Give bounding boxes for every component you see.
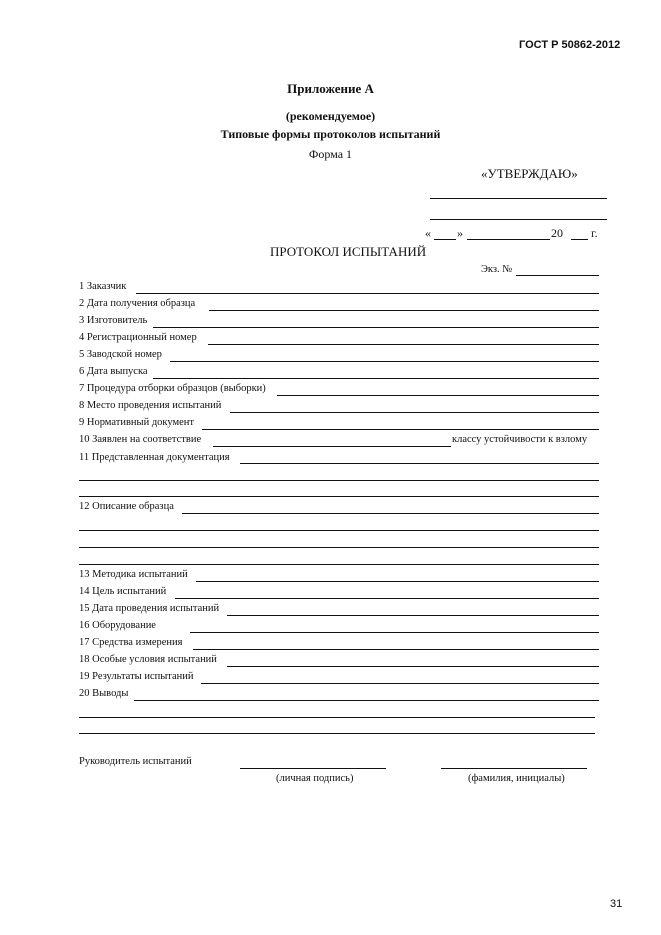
field-results-label: 19 Результаты испытаний: [79, 671, 194, 682]
field-documentation-line-3[interactable]: [79, 496, 599, 497]
field-documentation-label: 11 Представленная документация: [79, 452, 230, 463]
field-sample-received-label: 2 Дата получения образца: [79, 298, 196, 309]
field-special-conditions-label: 18 Особые условия испытаний: [79, 654, 217, 665]
field-conclusions-line[interactable]: [134, 700, 599, 701]
date-month-line[interactable]: [467, 239, 550, 240]
field-equipment-label: 16 Оборудование: [79, 620, 156, 631]
copy-number-line[interactable]: [516, 275, 599, 276]
field-release-date-line[interactable]: [153, 378, 599, 379]
field-instruments-line[interactable]: [193, 649, 599, 650]
field-purpose-line[interactable]: [175, 598, 599, 599]
field-special-conditions-line[interactable]: [227, 666, 599, 667]
field-description-line-3[interactable]: [79, 547, 599, 548]
date-year-suffix: г.: [591, 226, 598, 240]
field-normative-doc-line[interactable]: [202, 429, 599, 430]
date-close-quote: »: [457, 226, 463, 240]
field-sample-received-line[interactable]: [209, 310, 599, 311]
field-description-label: 12 Описание образца: [79, 501, 174, 512]
field-description-line-2[interactable]: [79, 530, 599, 531]
field-manufacturer-line[interactable]: [153, 327, 599, 328]
field-conclusions-label: 20 Выводы: [79, 688, 129, 699]
field-normative-doc-label: 9 Нормативный документ: [79, 417, 195, 428]
protocol-title: ПРОТОКОЛ ИСПЫТАНИЙ: [270, 244, 427, 259]
field-customer-label: 1 Заказчик: [79, 281, 127, 292]
date-open-quote: «: [425, 226, 431, 240]
field-customer-line[interactable]: [136, 293, 599, 294]
field-declared-line[interactable]: [213, 446, 451, 447]
field-declared-label: 10 Заявлен на соответствие: [79, 434, 202, 445]
field-purpose-label: 14 Цель испытаний: [79, 586, 167, 597]
appendix-title: Приложение А: [287, 81, 374, 96]
field-serial-label: 5 Заводской номер: [79, 349, 162, 360]
field-equipment-line[interactable]: [190, 632, 599, 633]
name-initials-caption: (фамилия, инициалы): [468, 773, 565, 784]
copy-number-label: Экз. №: [481, 264, 513, 275]
field-instruments-label: 17 Средства измерения: [79, 637, 183, 648]
date-day-line[interactable]: [434, 239, 456, 240]
form-number: Форма 1: [308, 147, 353, 161]
field-test-place-label: 8 Место проведения испытаний: [79, 400, 222, 411]
date-year-line[interactable]: [571, 239, 588, 240]
field-registration-label: 4 Регистрационный номер: [79, 332, 197, 343]
field-results-line[interactable]: [201, 683, 599, 684]
appendix-subtitle: Типовые формы протоколов испытаний: [220, 127, 441, 141]
field-method-line[interactable]: [196, 581, 599, 582]
test-head-label: Руководитель испытаний: [79, 756, 192, 767]
field-conclusions-line-2[interactable]: [79, 717, 595, 718]
standard-code: ГОСТ Р 50862-2012: [519, 39, 621, 51]
field-sampling-line[interactable]: [277, 395, 599, 396]
approval-line-position[interactable]: [430, 198, 607, 199]
field-registration-line[interactable]: [208, 344, 599, 345]
field-test-date-label: 15 Дата проведения испытаний: [79, 603, 220, 614]
field-conclusions-line-3[interactable]: [79, 733, 595, 734]
field-test-date-line[interactable]: [227, 615, 599, 616]
field-method-label: 13 Методика испытаний: [79, 569, 188, 580]
appendix-status: (рекомендуемое): [285, 109, 376, 123]
signature-line[interactable]: [240, 768, 386, 769]
date-year-prefix: 20: [551, 226, 563, 240]
signature-caption: (личная подпись): [276, 773, 354, 784]
field-description-line[interactable]: [182, 513, 599, 514]
field-declared-suffix: классу устойчивости к взлому: [452, 434, 588, 445]
approval-label: «УТВЕРЖДАЮ»: [481, 166, 578, 181]
field-release-date-label: 6 Дата выпуска: [79, 366, 148, 377]
field-documentation-line[interactable]: [240, 463, 599, 464]
name-initials-line[interactable]: [441, 768, 587, 769]
field-documentation-line-2[interactable]: [79, 480, 599, 481]
field-serial-line[interactable]: [170, 361, 599, 362]
field-sampling-label: 7 Процедура отборки образцов (выборки): [79, 383, 266, 394]
field-manufacturer-label: 3 Изготовитель: [79, 315, 148, 326]
approval-line-name[interactable]: [430, 219, 607, 220]
field-test-place-line[interactable]: [230, 412, 599, 413]
page-number: 31: [610, 898, 623, 910]
field-description-line-4[interactable]: [79, 564, 599, 565]
